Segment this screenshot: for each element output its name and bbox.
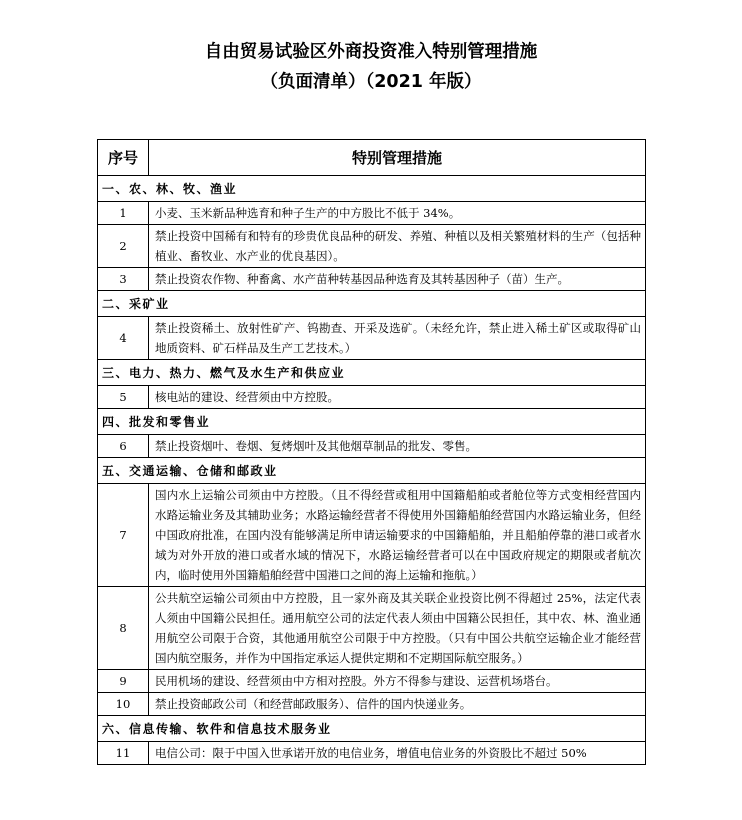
row-measure: 禁止投资农作物、种畜禽、水产苗种转基因品种选育及其转基因种子（苗）生产。: [149, 268, 646, 291]
category-row: [98, 360, 646, 386]
category-it-services: 六、信息传输、软件和信息技术服务业: [98, 716, 646, 742]
row-measure: 民用机场的建设、经营须由中方相对控股。外方不得参与建设、运营机场塔台。: [149, 670, 646, 693]
row-measure: [149, 742, 646, 765]
category-agriculture: 一、农、林、牧、渔业: [98, 176, 646, 202]
row-number: 5: [98, 386, 149, 409]
row-number: 7: [98, 484, 149, 587]
table-row: [98, 202, 646, 225]
row-measure-text: 电信公司：限于中国入世承诺开放的电信业务，增值电信业务的外资股比不超过 50%: [155, 746, 587, 760]
row-measure: 禁止投资中国稀有和特有的珍贵优良品种的研发、养殖、种植以及相关繁殖材料的生产（包括种植业、畜牧业、水产业的优良基因）。: [149, 225, 646, 268]
row-number: 8: [98, 587, 149, 670]
row-measure: 禁止投资烟叶、卷烟、复烤烟叶及其他烟草制品的批发、零售。: [149, 435, 646, 458]
table-row: [98, 317, 646, 360]
table-row: [98, 693, 646, 716]
table-row: [98, 742, 646, 765]
table-row: [98, 386, 646, 409]
category-utilities: 三、电力、热力、燃气及水生产和供应业: [98, 360, 646, 386]
category-row: [98, 176, 646, 202]
row-number: 1: [98, 202, 149, 225]
row-measure: 禁止投资邮政公司（和经营邮政服务）、信件的国内快递业务。: [149, 693, 646, 716]
row-measure: 禁止投资稀土、放射性矿产、钨勘查、开采及选矿。（未经允许，禁止进入稀土矿区或取得矿山地质资料、矿石样品及生产工艺技术。）: [149, 317, 646, 360]
row-measure: 小麦、玉米新品种选育和种子生产的中方股比不低于 34%。: [149, 202, 646, 225]
table-row: [98, 225, 646, 268]
row-number: 4: [98, 317, 149, 360]
row-number: 6: [98, 435, 149, 458]
document-title: 自由贸易试验区外商投资准入特别管理措施: [204, 42, 538, 62]
row-number: 2: [98, 225, 149, 268]
document-subtitle: （负面清单）（2021 年版）: [260, 72, 482, 92]
row-number: 11: [98, 742, 149, 765]
category-mining: 二、采矿业: [98, 291, 646, 317]
category-wholesale-retail: 四、批发和零售业: [98, 409, 646, 435]
row-number: 9: [98, 670, 149, 693]
row-measure: 公共航空运输公司须由中方控股，且一家外商及其关联企业投资比例不得超过 25%，法定代表人须由中国籍公民担任。通用航空公司的法定代表人须由中国籍公民担任，其中农、林、渔业通用航空公司限于合资，其他通用航空公司限于中方控股。（只有中国公共航空运输企业才能经营国内航空服务，并作为中国指定承运人提供定期和不定期国际航空服务。）: [149, 587, 646, 670]
table-row: [98, 587, 646, 670]
category-row: [98, 458, 646, 484]
row-number: 3: [98, 268, 149, 291]
header-no: 序号: [98, 140, 149, 176]
table-header-row: [98, 140, 646, 176]
row-number: 10: [98, 693, 149, 716]
row-measure: 核电站的建设、经营须由中方控股。: [149, 386, 646, 409]
negative-list-table: [97, 139, 646, 765]
table-row: [98, 484, 646, 587]
category-row: [98, 409, 646, 435]
category-row: [98, 291, 646, 317]
table-row: [98, 670, 646, 693]
category-transport: 五、交通运输、仓储和邮政业: [98, 458, 646, 484]
row-measure: 国内水上运输公司须由中方控股。（且不得经营或租用中国籍船舶或者舱位等方式变相经营国内水路运输业务及其辅助业务；水路运输经营者不得使用外国籍船舶经营国内水路运输业务，但经中国政府批准，在国内没有能够满足所申请运输要求的中国籍船舶，并且船舶停靠的港口或者水域为对外开放的港口或者水域的情况下，水路运输经营者可以在中国政府规定的期限或者航次内，临时使用外国籍船舶经营中国港口之间的海上运输和拖航。）: [149, 484, 646, 587]
table-row: [98, 435, 646, 458]
header-measures: 特别管理措施: [149, 140, 646, 176]
table-row: [98, 268, 646, 291]
category-row: [98, 716, 646, 742]
